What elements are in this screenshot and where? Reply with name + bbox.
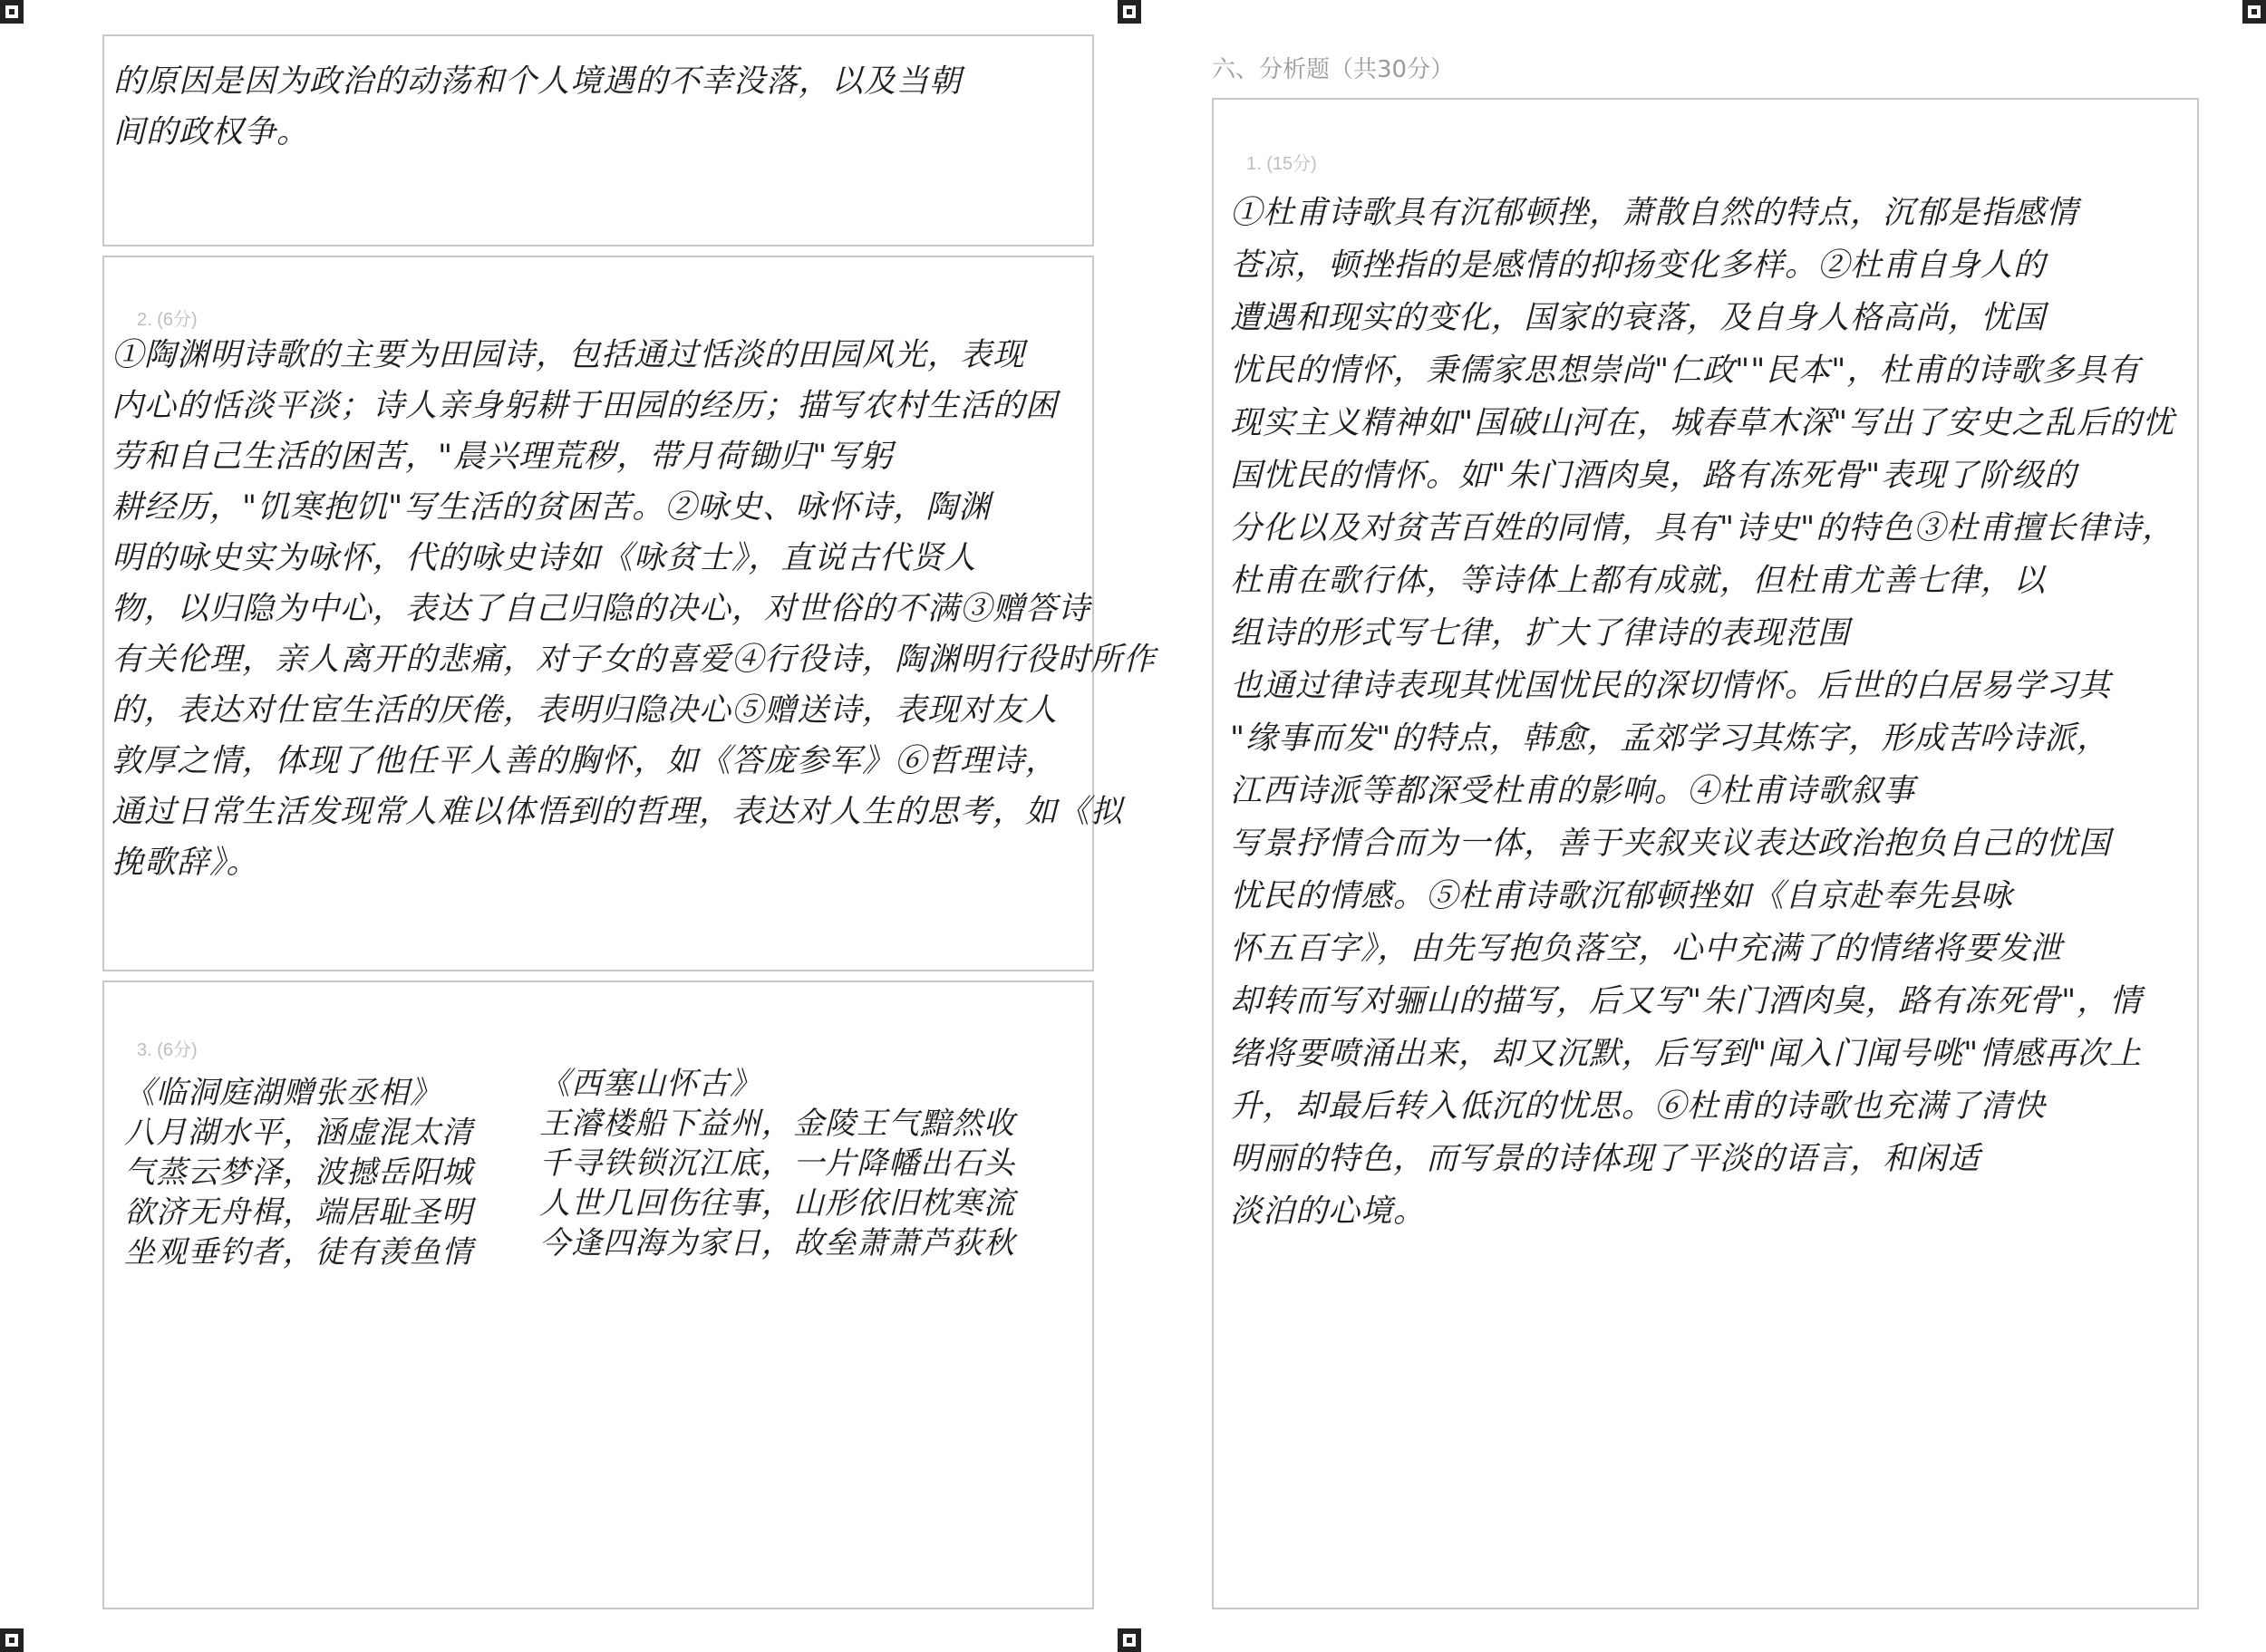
- answer-line: 有关伦理，亲人离开的悲痛，对子女的喜爱④行役诗，陶渊明行役时所作: [111, 642, 1157, 678]
- answer-line: ①杜甫诗歌具有沉郁顿挫，萧散自然的特点，沉郁是指感情: [1230, 195, 2079, 231]
- answer-line: 忧民的情感。⑤杜甫诗歌沉郁顿挫如《自京赴奉先县咏: [1230, 878, 2014, 914]
- handwritten-answer: [113, 56, 962, 158]
- poem-line: 王濬楼船下益州，金陵王气黯然收: [539, 1106, 1015, 1142]
- poem-title: 《西塞山怀古》: [539, 1066, 761, 1102]
- poem-1: [124, 1073, 473, 1272]
- answer-line: 明丽的特色，而写景的诗体现了平淡的语言，和闲适: [1230, 1141, 1981, 1177]
- answer-line: 敦厚之情，体现了他任平人善的胸怀，如《答庞参军》⑥哲理诗，: [111, 743, 1059, 779]
- answer-line: 江西诗派等都深受杜甫的影响。④杜甫诗歌叙事: [1230, 773, 1916, 809]
- answer-box-q2: [102, 256, 1157, 971]
- poem-line: 欲济无舟楫，端居耻圣明: [124, 1194, 473, 1231]
- answer-line: 国忧民的情怀。如"朱门酒肉臭，路有冻死骨"表现了阶级的: [1230, 458, 2077, 494]
- question-label: 2. (6分): [137, 310, 198, 330]
- registration-mark-top-center: [1118, 0, 1141, 24]
- poem-line: 气蒸云梦泽，波撼岳阳城: [124, 1154, 473, 1191]
- answer-line: 通过日常生活发现常人难以体悟到的哲理，表达对人生的思考，如《拟: [111, 794, 1124, 830]
- poem-2: [539, 1064, 1015, 1263]
- answer-line: 明的咏史实为咏怀，代的咏史诗如《咏贫士》，直说古代贤人: [111, 540, 977, 576]
- answer-line: 内心的恬淡平淡；诗人亲身躬耕于田园的经历；描写农村生活的困: [111, 388, 1059, 424]
- registration-mark-top-right: [2242, 0, 2266, 24]
- handwritten-answer: [1230, 187, 2174, 1238]
- answer-line: 耕经历，"饥寒抱饥"写生活的贫困苦。②咏史、咏怀诗，陶渊: [111, 489, 992, 526]
- answer-box-q3: [102, 981, 1094, 1609]
- answer-line: 现实主义精神如"国破山河在，城春草木深"写出了安史之乱后的忧: [1230, 405, 2175, 441]
- registration-mark-top-left: [0, 0, 24, 24]
- poem-line: 今逢四海为家日，故垒萧萧芦荻秋: [539, 1225, 1015, 1261]
- answer-line: 间的政权争。: [113, 114, 310, 150]
- poem-line: 坐观垂钓者，徒有羡鱼情: [124, 1234, 473, 1270]
- answer-line: 绪将要喷涌出来，却又沉默，后写到"闻入门闻号咷"情感再次上: [1230, 1036, 2143, 1072]
- answer-line: 也通过律诗表现其忧国忧民的深切情怀。后世的白居易学习其: [1230, 668, 2112, 704]
- poem-line: 人世几回伤往事，山形依旧枕寒流: [539, 1185, 1015, 1222]
- answer-line: 忧民的情怀，秉儒家思想崇尚"仁政""民本"，杜甫的诗歌多具有: [1230, 353, 2141, 389]
- answer-line: 组诗的形式写七律，扩大了律诗的表现范围: [1230, 615, 1851, 652]
- question-label: 3. (6分): [137, 1040, 198, 1060]
- answer-line: 的，表达对仕宦生活的厌倦，表明归隐决心⑤赠送诗，表现对友人: [111, 692, 1059, 729]
- answer-line: 升，却最后转入低沉的忧思。⑥杜甫的诗歌也充满了清快: [1230, 1088, 2047, 1125]
- answer-line: 的原因是因为政治的动荡和个人境遇的不幸没落，以及当朝: [113, 63, 963, 100]
- answer-line: 挽歌辞》。: [111, 845, 259, 881]
- answer-line: "缘事而发"的特点，韩愈，孟郊学习其炼字，形成苦吟诗派，: [1230, 720, 2110, 757]
- answer-line: 杜甫在歌行体，等诗体上都有成就，但杜甫尤善七律，以: [1230, 563, 2047, 599]
- question-label: 1. (15分): [1246, 154, 1317, 174]
- registration-mark-bottom-center: [1118, 1628, 1141, 1652]
- answer-line: 写景抒情合而为一体，善于夹叙夹议表达政治抱负自己的忧国: [1230, 826, 2112, 862]
- poem-title: 《临洞庭湖赠张丞相》: [124, 1075, 441, 1111]
- answer-line: 怀五百字》，由先写抱负落空，心中充满了的情绪将要发泄: [1230, 931, 2063, 967]
- answer-line: 却转而写对骊山的描写，后又写"朱门酒肉臭，路有冻死骨"，情: [1230, 983, 2143, 1019]
- answer-box-analysis-q1: [1212, 98, 2199, 1609]
- registration-mark-bottom-left: [0, 1628, 24, 1652]
- answer-line: ①陶渊明诗歌的主要为田园诗，包括通过恬淡的田园风光，表现: [111, 337, 1026, 373]
- answer-box-q1-continuation: [102, 34, 1094, 246]
- section-title: 六、分析题（共30分）: [1212, 56, 1455, 83]
- answer-line: 分化以及对贫苦百姓的同情，具有"诗史"的特色③杜甫擅长律诗，: [1230, 510, 2175, 546]
- answer-line: 苍凉，顿挫指的是感情的抑扬变化多样。②杜甫自身人的: [1230, 247, 2047, 284]
- answer-line: 物，以归隐为中心，表达了自己归隐的决心，对世俗的不满③赠答诗: [111, 591, 1091, 627]
- answer-line: 遭遇和现实的变化，国家的衰落，及自身人格高尚，忧国: [1230, 300, 2047, 336]
- answer-line: 淡泊的心境。: [1230, 1193, 1427, 1230]
- answer-line: 劳和自己生活的困苦，"晨兴理荒秽，带月荷锄归"写躬: [111, 439, 894, 475]
- handwritten-answer: [111, 330, 1156, 888]
- poem-line: 千寻铁锁沉江底，一片降幡出石头: [539, 1145, 1015, 1182]
- poem-line: 八月湖水平，涵虚混太清: [124, 1115, 473, 1151]
